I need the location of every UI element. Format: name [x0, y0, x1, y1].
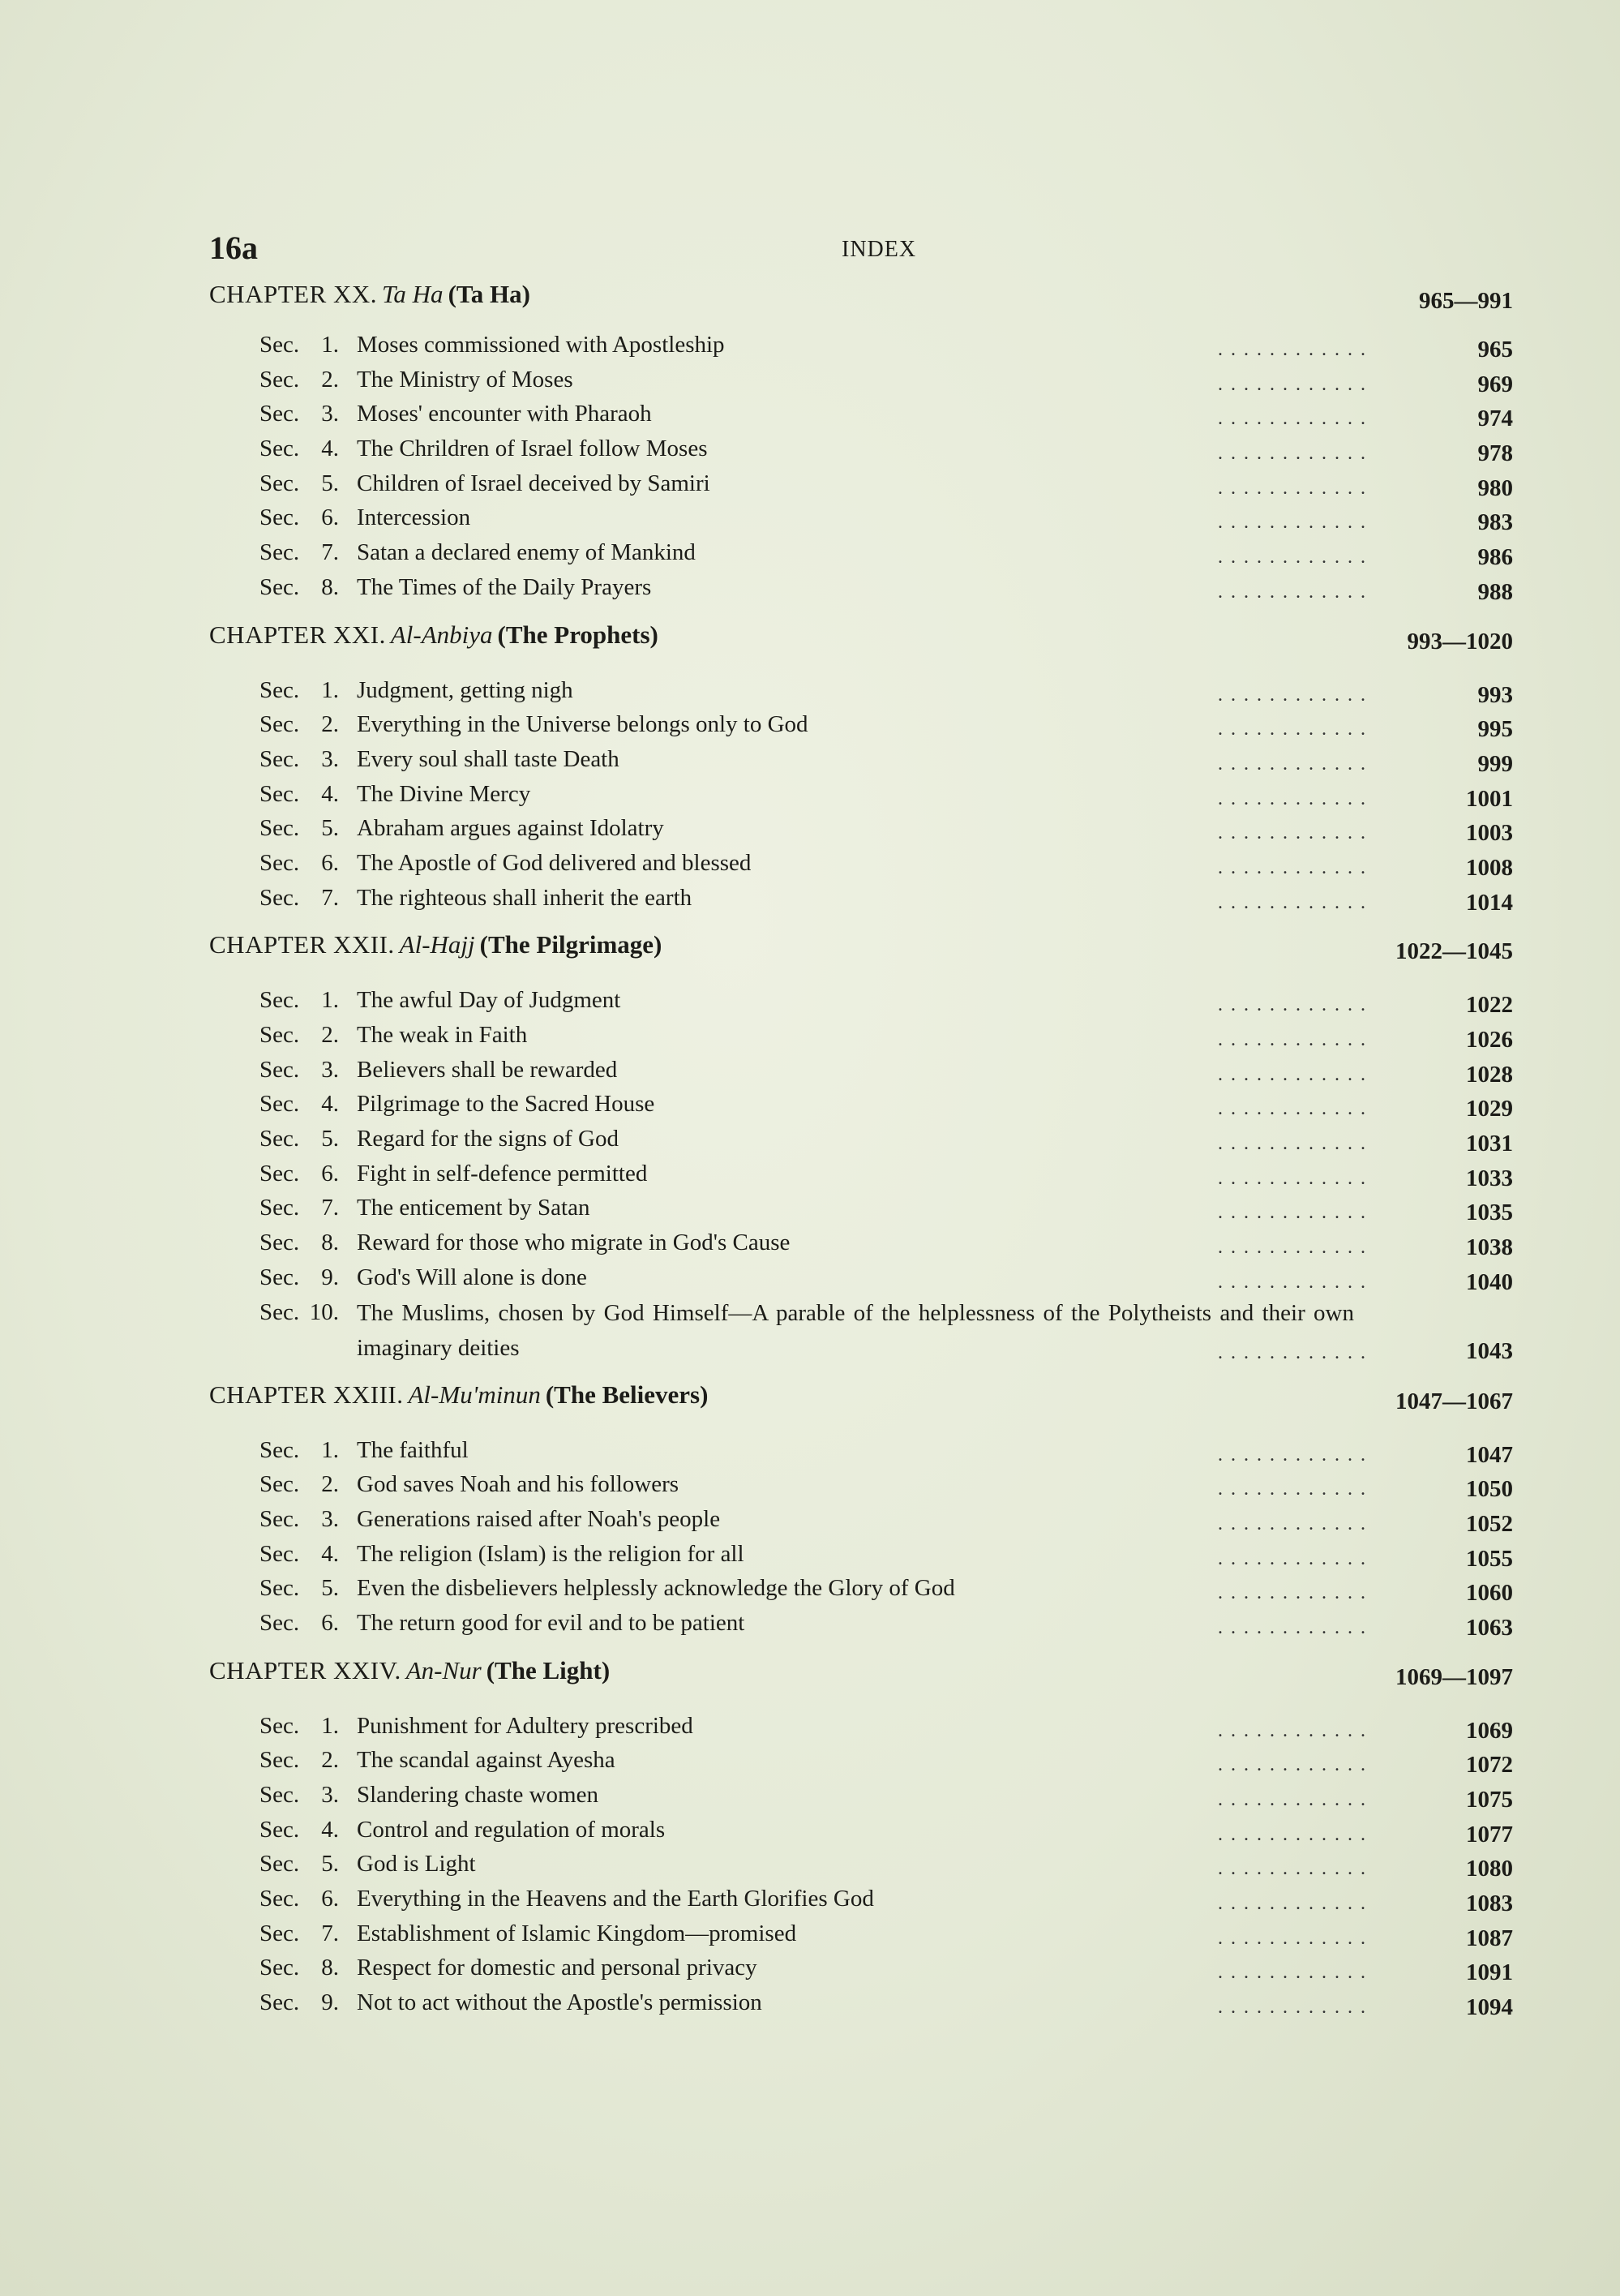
section-label: Sec. [259, 1022, 300, 1048]
dot-leader: . . . . . . . . . . . . [1218, 547, 1367, 569]
dot-leader: . . . . . . . . . . . . [1218, 339, 1367, 360]
section-label: Sec. [259, 1712, 300, 1739]
section-entry [209, 743, 1513, 778]
chapter-heading [209, 1656, 1513, 1706]
section-label: Sec. [259, 1782, 300, 1808]
section-number: 1. [321, 987, 339, 1014]
chapter-heading [209, 620, 1513, 671]
section-number: 6. [321, 849, 339, 876]
section-entry [209, 778, 1513, 813]
section-title: Punishment for Adultery prescribed [357, 1712, 693, 1739]
section-page: 1094 [1466, 1994, 1513, 2021]
dot-leader: . . . . . . . . . . . . [1218, 1133, 1367, 1155]
section-page: 1060 [1466, 1580, 1513, 1607]
section-entry [209, 1261, 1513, 1296]
section-list [209, 1706, 1513, 2021]
section-page: 1077 [1466, 1821, 1513, 1848]
section-title: God is Light [357, 1851, 476, 1878]
section-entry [209, 1848, 1513, 1882]
section-title: Not to act without the Apostle's permission [357, 1989, 762, 2016]
section-entry [209, 397, 1513, 432]
section-number: 7. [321, 1195, 339, 1221]
section-label: Sec. [259, 1955, 300, 1981]
section-page: 980 [1477, 474, 1513, 501]
section-title: The Chrildren of Israel follow Moses [357, 436, 708, 462]
section-entry [209, 847, 1513, 882]
section-label: Sec. [259, 987, 300, 1014]
section-title: The return good for evil and to be patient [357, 1609, 745, 1636]
dot-leader: . . . . . . . . . . . . [1218, 1237, 1367, 1259]
index-content [209, 280, 1513, 2036]
section-entry [209, 812, 1513, 847]
section-number: 3. [321, 1505, 339, 1532]
section-page: 999 [1477, 750, 1513, 777]
section-label: Sec. [259, 1886, 300, 1912]
chapter [209, 1656, 1513, 2021]
section-entry [209, 328, 1513, 363]
dot-leader: . . . . . . . . . . . . [1218, 1029, 1367, 1050]
section-entry [209, 1157, 1513, 1192]
section-number: 3. [321, 401, 339, 427]
chapter-heading [209, 280, 1513, 325]
chapter [209, 620, 1513, 916]
section-page: 1069 [1466, 1717, 1513, 1744]
section-title: Every soul shall taste Death [357, 745, 619, 772]
dot-leader: . . . . . . . . . . . . [1218, 1202, 1367, 1224]
section-number: 8. [321, 1955, 339, 1981]
section-entry [209, 432, 1513, 467]
section-number: 4. [321, 1540, 339, 1567]
section-entry [209, 984, 1513, 1019]
section-label: Sec. [259, 1920, 300, 1946]
section-label: Sec. [259, 504, 300, 531]
dot-leader: . . . . . . . . . . . . [1218, 1063, 1367, 1085]
section-title: Believers shall be rewarded [357, 1056, 618, 1083]
section-title: Judgment, getting nigh [357, 676, 573, 703]
dot-leader: . . . . . . . . . . . . [1218, 719, 1367, 740]
section-number: 6. [321, 1886, 339, 1912]
section-label: Sec. [259, 436, 300, 462]
section-entry [209, 708, 1513, 743]
chapter-transliteration: Ta Ha [382, 280, 444, 308]
section-page: 1001 [1466, 785, 1513, 812]
dot-leader: . . . . . . . . . . . . [1218, 581, 1367, 603]
section-label: Sec. [259, 711, 300, 738]
section-page: 1035 [1466, 1199, 1513, 1226]
section-page: 983 [1477, 509, 1513, 536]
chapter-english-title: (The Prophets) [497, 620, 658, 649]
section-number: 3. [321, 1056, 339, 1083]
section-number: 4. [321, 1091, 339, 1118]
section-label: Sec. [259, 676, 300, 703]
section-number: 7. [321, 1920, 339, 1946]
dot-leader: . . . . . . . . . . . . [1218, 822, 1367, 844]
chapter [209, 280, 1513, 606]
section-label: Sec. [259, 815, 300, 842]
section-entry [209, 1538, 1513, 1573]
section-label: Sec. [259, 1747, 300, 1774]
section-number: 4. [321, 1816, 339, 1843]
section-number: 6. [321, 1160, 339, 1187]
section-page: 969 [1477, 371, 1513, 397]
section-page: 986 [1477, 544, 1513, 571]
section-entry [209, 674, 1513, 709]
chapter-label: CHAPTER XXIII. [209, 1380, 404, 1409]
section-entry [209, 1813, 1513, 1848]
dot-leader: . . . . . . . . . . . . [1218, 1823, 1367, 1845]
section-title: Children of Israel deceived by Samiri [357, 470, 710, 496]
section-entry [209, 1122, 1513, 1157]
section-label: Sec. [259, 1505, 300, 1532]
section-title: God saves Noah and his followers [357, 1471, 679, 1498]
section-entry [209, 501, 1513, 536]
section-title: The scandal against Ayesha [357, 1747, 615, 1774]
dot-leader: . . . . . . . . . . . . [1218, 856, 1367, 878]
section-page: 1050 [1466, 1476, 1513, 1503]
section-number: 5. [321, 1126, 339, 1152]
section-title: Everything in the Universe belongs only to God [357, 711, 808, 738]
section-number: 1. [321, 676, 339, 703]
section-title: Control and regulation of morals [357, 1816, 666, 1843]
section-entry [209, 1917, 1513, 1952]
chapter-label: CHAPTER XXI. [209, 620, 386, 649]
section-page: 1029 [1466, 1096, 1513, 1122]
section-label: Sec. [259, 1298, 300, 1325]
dot-leader: . . . . . . . . . . . . [1218, 1719, 1367, 1741]
chapter-label: CHAPTER XXII. [209, 930, 395, 959]
section-label: Sec. [259, 1091, 300, 1118]
section-entry [209, 1226, 1513, 1261]
dot-leader: . . . . . . . . . . . . [1218, 1893, 1367, 1915]
dot-leader: . . . . . . . . . . . . [1218, 1789, 1367, 1810]
section-page: 1075 [1466, 1787, 1513, 1813]
section-label: Sec. [259, 1126, 300, 1152]
section-entry [209, 1088, 1513, 1122]
section-number: 5. [321, 1575, 339, 1602]
dot-leader: . . . . . . . . . . . . [1218, 1444, 1367, 1466]
chapter-page-range: 1069—1097 [1395, 1663, 1513, 1690]
section-entry [209, 1951, 1513, 1986]
section-title: Moses commissioned with Apostleship [357, 332, 725, 358]
section-title: Reward for those who migrate in God's Cause [357, 1230, 791, 1256]
section-label: Sec. [259, 780, 300, 807]
section-number: 7. [321, 884, 339, 911]
section-number: 1. [321, 1436, 339, 1463]
section-title: Everything in the Heavens and the Earth Glorifies God [357, 1886, 874, 1912]
chapter-english-title: (The Pilgrimage) [479, 930, 662, 959]
dot-leader: . . . . . . . . . . . . [1218, 443, 1367, 465]
section-list [209, 325, 1513, 606]
section-number: 10. [309, 1298, 339, 1325]
chapter-heading [209, 930, 1513, 981]
section-label: Sec. [259, 849, 300, 876]
section-number: 1. [321, 1712, 339, 1739]
section-entry [209, 571, 1513, 606]
running-head [209, 229, 1506, 269]
section-title: Generations raised after Noah's people [357, 1505, 721, 1532]
section-entry [209, 467, 1513, 502]
chapter-english-title: (The Believers) [545, 1380, 709, 1409]
section-number: 5. [321, 1851, 339, 1878]
section-title: The Ministry of Moses [357, 366, 573, 393]
section-label: Sec. [259, 884, 300, 911]
section-number: 3. [321, 745, 339, 772]
section-entry [209, 1191, 1513, 1226]
section-number: 4. [321, 780, 339, 807]
section-entry [209, 1607, 1513, 1642]
section-label: Sec. [259, 1056, 300, 1083]
section-entry [209, 1503, 1513, 1538]
dot-leader: . . . . . . . . . . . . [1218, 1167, 1367, 1189]
dot-leader: . . . . . . . . . . . . [1218, 1582, 1367, 1604]
chapter-transliteration: An-Nur [405, 1655, 482, 1684]
section-page: 1038 [1466, 1234, 1513, 1261]
section-label: Sec. [259, 573, 300, 600]
section-page: 978 [1477, 440, 1513, 467]
section-page: 1014 [1466, 889, 1513, 916]
section-number: 4. [321, 436, 339, 462]
chapter-page-range: 993—1020 [1407, 628, 1513, 654]
section-label: Sec. [259, 1436, 300, 1463]
dot-leader: . . . . . . . . . . . . [1218, 1754, 1367, 1776]
dot-leader: . . . . . . . . . . . . [1218, 1858, 1367, 1880]
dot-leader: . . . . . . . . . . . . [1218, 1271, 1367, 1293]
section-page: 1087 [1466, 1925, 1513, 1951]
section-number: 5. [321, 470, 339, 496]
section-entry [209, 1710, 1513, 1745]
section-number: 3. [321, 1782, 339, 1808]
section-page: 1026 [1466, 1027, 1513, 1053]
chapter-label: CHAPTER XX. [209, 280, 378, 308]
section-page: 1008 [1466, 854, 1513, 881]
section-title: The Divine Mercy [357, 780, 531, 807]
chapter-transliteration: Al-Hajj [399, 930, 475, 959]
section-number: 7. [321, 539, 339, 566]
section-label: Sec. [259, 1609, 300, 1636]
section-list [209, 1431, 1513, 1642]
section-page: 1040 [1466, 1268, 1513, 1295]
dot-leader: . . . . . . . . . . . . [1218, 1997, 1367, 2019]
section-page: 1072 [1466, 1752, 1513, 1779]
section-number: 5. [321, 815, 339, 842]
section-page: 995 [1477, 716, 1513, 743]
chapter-page-range: 1047—1067 [1395, 1388, 1513, 1414]
chapter-heading [209, 1380, 1513, 1431]
dot-leader: . . . . . . . . . . . . [1218, 512, 1367, 534]
section-label: Sec. [259, 1195, 300, 1221]
section-entry [209, 536, 1513, 571]
dot-leader: . . . . . . . . . . . . [1218, 788, 1367, 809]
section-entry [209, 1986, 1513, 2021]
section-entry [209, 1779, 1513, 1813]
dot-leader: . . . . . . . . . . . . [1218, 684, 1367, 706]
page-number: 16a [209, 230, 258, 266]
section-title: The Apostle of God delivered and blessed [357, 849, 752, 876]
section-title: The Times of the Daily Prayers [357, 573, 652, 600]
section-number: 2. [321, 711, 339, 738]
section-entry [209, 1468, 1513, 1503]
chapter-page-range: 1022—1045 [1395, 938, 1513, 965]
chapter [209, 930, 1513, 1365]
section-number: 9. [321, 1264, 339, 1290]
chapter-label: CHAPTER XXIV. [209, 1655, 401, 1684]
section-page: 1080 [1466, 1856, 1513, 1882]
section-label: Sec. [259, 1816, 300, 1843]
section-label: Sec. [259, 539, 300, 566]
chapter-english-title: (Ta Ha) [448, 280, 530, 308]
section-label: Sec. [259, 1160, 300, 1187]
section-entry [209, 1434, 1513, 1469]
section-title: Establishment of Islamic Kingdom—promised [357, 1920, 797, 1946]
section-label: Sec. [259, 1851, 300, 1878]
section-page: 1003 [1466, 820, 1513, 847]
section-label: Sec. [259, 1540, 300, 1567]
section-page: 1028 [1466, 1061, 1513, 1088]
section-page: 1055 [1466, 1545, 1513, 1572]
section-title: Fight in self-defence permitted [357, 1160, 648, 1187]
section-label: Sec. [259, 1989, 300, 2016]
section-title: Respect for domestic and personal privacy [357, 1955, 757, 1981]
section-title: The religion (Islam) is the religion for all [357, 1540, 744, 1567]
chapter-page-range: 965—991 [1419, 288, 1513, 314]
section-entry [209, 1019, 1513, 1054]
section-page: 1043 [1466, 1337, 1513, 1364]
section-page: 993 [1477, 681, 1513, 708]
section-number: 1. [321, 332, 339, 358]
section-entry [209, 1296, 1513, 1366]
section-title: Satan a declared enemy of Mankind [357, 539, 696, 566]
section-page: 1083 [1466, 1890, 1513, 1917]
section-entry [209, 1882, 1513, 1917]
section-page: 1033 [1466, 1165, 1513, 1191]
section-number: 9. [321, 1989, 339, 2016]
section-label: Sec. [259, 366, 300, 393]
section-list [209, 981, 1513, 1365]
section-page: 1047 [1466, 1441, 1513, 1468]
section-page: 1091 [1466, 1959, 1513, 1986]
section-title: Intercession [357, 504, 471, 531]
section-title: The righteous shall inherit the earth [357, 884, 692, 911]
section-entry [209, 1744, 1513, 1779]
section-page: 965 [1477, 337, 1513, 363]
section-title: The faithful [357, 1436, 469, 1463]
section-label: Sec. [259, 1471, 300, 1498]
chapter-transliteration: Al-Mu'minun [408, 1380, 541, 1409]
section-number: 8. [321, 573, 339, 600]
section-title: Abraham argues against Idolatry [357, 815, 664, 842]
section-label: Sec. [259, 1230, 300, 1256]
section-list [209, 671, 1513, 916]
section-page: 1063 [1466, 1614, 1513, 1641]
dot-leader: . . . . . . . . . . . . [1218, 1616, 1367, 1638]
dot-leader: . . . . . . . . . . . . [1218, 1547, 1367, 1569]
dot-leader: . . . . . . . . . . . . [1218, 1098, 1367, 1120]
chapter [209, 1380, 1513, 1642]
dot-leader: . . . . . . . . . . . . [1218, 994, 1367, 1016]
section-title: The awful Day of Judgment [357, 987, 621, 1014]
chapter-transliteration: Al-Anbiya [390, 620, 493, 649]
section-page: 974 [1477, 406, 1513, 432]
section-entry [209, 1054, 1513, 1088]
dot-leader: . . . . . . . . . . . . [1218, 1513, 1367, 1534]
section-number: 6. [321, 504, 339, 531]
section-label: Sec. [259, 401, 300, 427]
section-entry [209, 882, 1513, 916]
section-page: 1022 [1466, 992, 1513, 1019]
section-title: Pilgrimage to the Sacred House [357, 1091, 655, 1118]
section-label: Sec. [259, 745, 300, 772]
section-title: The Muslims, chosen by God Himself—A parable of the helplessness of the Polytheists and their own imaginary deities [357, 1299, 1354, 1361]
dot-leader: . . . . . . . . . . . . [1218, 1962, 1367, 1984]
dot-leader: . . . . . . . . . . . . [1218, 373, 1367, 395]
section-number: 8. [321, 1230, 339, 1256]
dot-leader: . . . . . . . . . . . . [1218, 1927, 1367, 1949]
section-number: 6. [321, 1609, 339, 1636]
dot-leader: . . . . . . . . . . . . [1218, 408, 1367, 430]
section-label: Sec. [259, 332, 300, 358]
section-page: 1052 [1466, 1510, 1513, 1537]
section-entry [209, 1572, 1513, 1607]
section-title: The weak in Faith [357, 1022, 528, 1048]
section-label: Sec. [259, 1264, 300, 1290]
section-title: Moses' encounter with Pharaoh [357, 401, 652, 427]
section-title: God's Will alone is done [357, 1264, 587, 1290]
section-page: 1031 [1466, 1131, 1513, 1157]
dot-leader: . . . . . . . . . . . . [1218, 1341, 1367, 1363]
section-entry [209, 363, 1513, 398]
dot-leader: . . . . . . . . . . . . [1218, 891, 1367, 913]
section-title: Regard for the signs of God [357, 1126, 619, 1152]
section-number: 2. [321, 1747, 339, 1774]
section-label: Sec. [259, 1575, 300, 1602]
section-number: 2. [321, 1022, 339, 1048]
chapter-english-title: (The Light) [486, 1655, 611, 1684]
dot-leader: . . . . . . . . . . . . [1218, 1478, 1367, 1500]
section-title: Slandering chaste women [357, 1782, 598, 1808]
section-label: Sec. [259, 470, 300, 496]
section-title: Even the disbelievers helplessly acknowledge the Glory of God [357, 1575, 955, 1602]
section-number: 2. [321, 366, 339, 393]
dot-leader: . . . . . . . . . . . . [1218, 477, 1367, 499]
section-title: The enticement by Satan [357, 1195, 590, 1221]
section-page: 988 [1477, 578, 1513, 605]
dot-leader: . . . . . . . . . . . . [1218, 753, 1367, 775]
section-number: 2. [321, 1471, 339, 1498]
running-title: INDEX [842, 237, 917, 262]
